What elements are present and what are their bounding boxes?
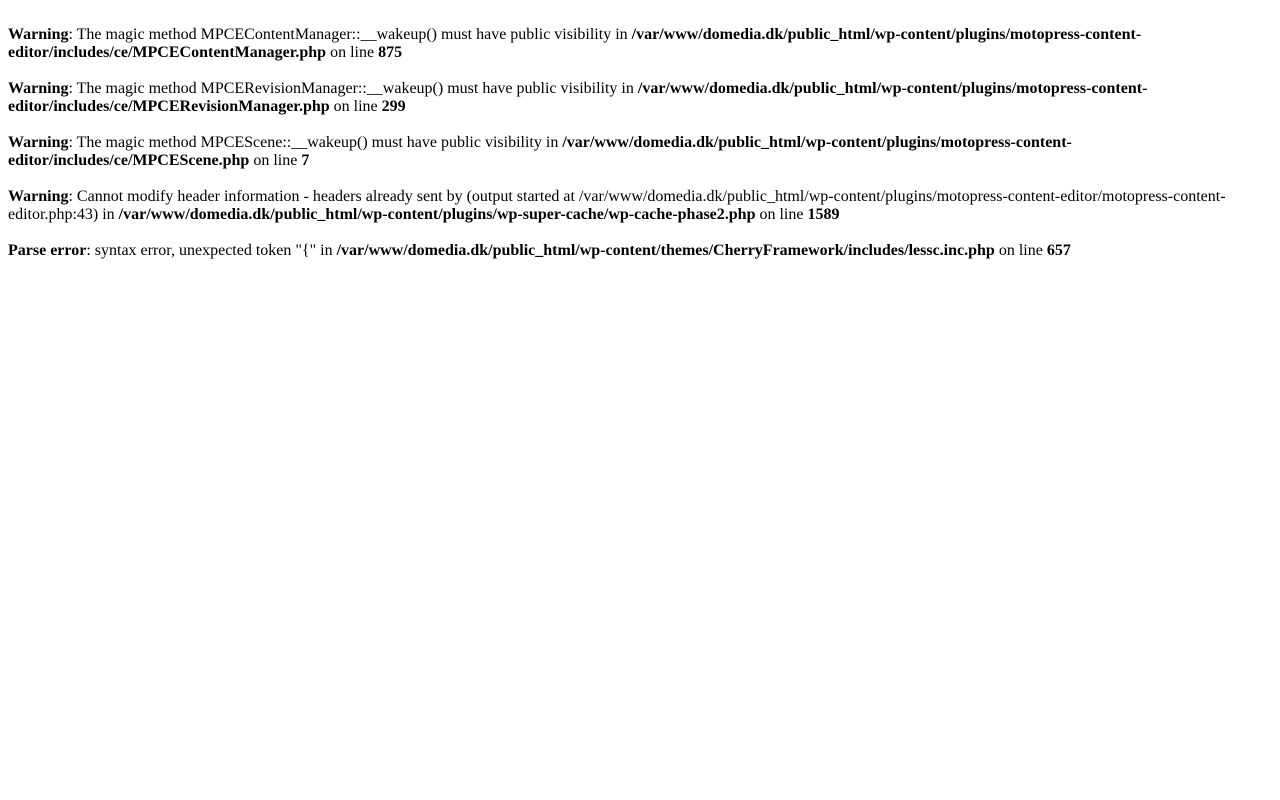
spacer (8, 224, 1258, 242)
error-level: Warning (8, 188, 69, 205)
error-level: Warning (8, 134, 69, 151)
error-message (8, 26, 1258, 62)
error-message (8, 134, 1258, 170)
error-text: : syntax error, unexpected token "{" in (86, 242, 337, 259)
error-file-path: /var/www/domedia.dk/public_html/wp-content/plugins/motopress-content-editor/includes/ce/MPCERevisionManager.php (8, 80, 1148, 115)
on-line-text: on line (755, 206, 808, 223)
error-message (8, 242, 1258, 260)
on-line-text: on line (329, 98, 382, 115)
error-line-number: 7 (301, 152, 310, 169)
error-line-number: 1589 (807, 206, 840, 223)
spacer (8, 8, 1258, 26)
error-line-number: 875 (378, 44, 403, 61)
error-level: Warning (8, 80, 69, 97)
error-file-path: /var/www/domedia.dk/public_html/wp-content/plugins/motopress-content-editor/includes/ce/MPCEContentManager.php (8, 26, 1142, 61)
error-text: : The magic method MPCERevisionManager::__wakeup() must have public visibility in (68, 80, 638, 97)
on-line-text: on line (994, 242, 1047, 259)
php-error-output (0, 0, 1266, 268)
error-line-number: 299 (381, 98, 406, 115)
spacer (8, 62, 1258, 80)
error-file-path: /var/www/domedia.dk/public_html/wp-content/plugins/motopress-content-editor/includes/ce/MPCEScene.php (8, 134, 1072, 169)
error-message (8, 80, 1258, 116)
error-line-number: 657 (1046, 242, 1071, 259)
error-text: : Cannot modify header information - headers already sent by (output started at /var/www/domedia.dk/public_html/wp-content/plugins/motopress-content-editor/motopress-content-editor.php:43) in (8, 188, 1226, 223)
error-text: : The magic method MPCEContentManager::__wakeup() must have public visibility in (68, 26, 632, 43)
spacer (8, 170, 1258, 188)
error-level: Parse error (8, 242, 87, 259)
error-file-path: /var/www/domedia.dk/public_html/wp-content/plugins/wp-super-cache/wp-cache-phase2.php (118, 206, 756, 223)
error-text: : The magic method MPCEScene::__wakeup() must have public visibility in (68, 134, 563, 151)
error-message (8, 188, 1258, 224)
error-file-path: /var/www/domedia.dk/public_html/wp-content/themes/CherryFramework/includes/lessc.inc.php (336, 242, 995, 259)
on-line-text: on line (249, 152, 302, 169)
spacer (8, 116, 1258, 134)
error-level: Warning (8, 26, 69, 43)
on-line-text: on line (326, 44, 379, 61)
